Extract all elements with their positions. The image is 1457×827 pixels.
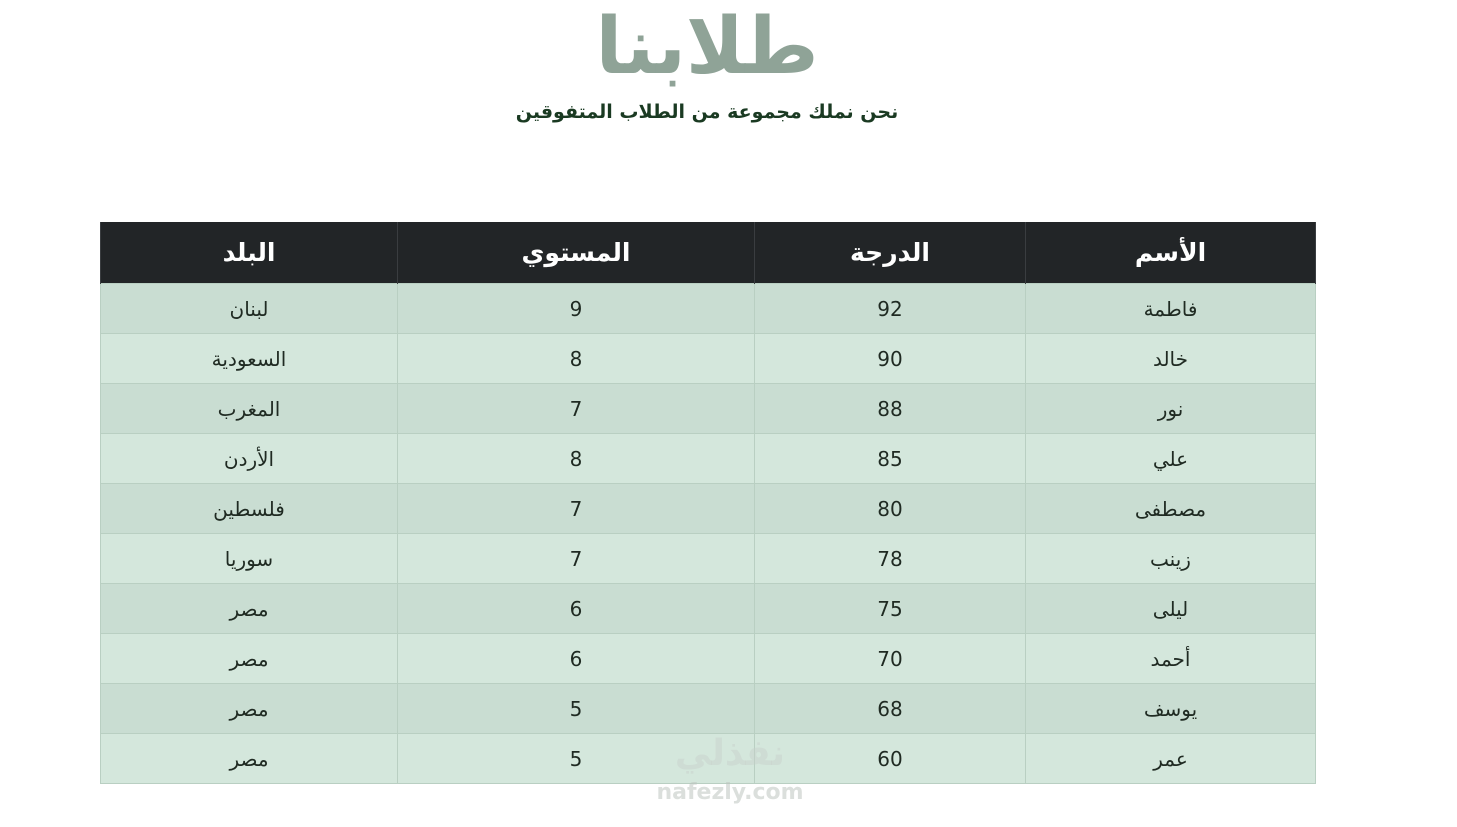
cell-grade: 92 — [755, 284, 1026, 334]
column-header-name: الأسم — [1026, 222, 1316, 284]
cell-country: سوريا — [101, 534, 398, 584]
column-header-grade: الدرجة — [755, 222, 1026, 284]
cell-level: 8 — [398, 434, 755, 484]
cell-country: فلسطين — [101, 484, 398, 534]
cell-country: المغرب — [101, 384, 398, 434]
cell-country: مصر — [101, 734, 398, 784]
cell-grade: 68 — [755, 684, 1026, 734]
cell-name: علي — [1026, 434, 1316, 484]
cell-grade: 60 — [755, 734, 1026, 784]
cell-level: 9 — [398, 284, 755, 334]
table-header-row — [101, 222, 1316, 284]
cell-country: مصر — [101, 584, 398, 634]
table-row — [101, 384, 1316, 434]
table-row — [101, 434, 1316, 484]
cell-name: خالد — [1026, 334, 1316, 384]
cell-country: الأردن — [101, 434, 398, 484]
cell-grade: 88 — [755, 384, 1026, 434]
cell-name: ليلى — [1026, 584, 1316, 634]
page-subtitle: نحن نملك مجموعة من الطلاب المتفوقين — [515, 101, 899, 123]
table-row — [101, 584, 1316, 634]
cell-level: 6 — [398, 584, 755, 634]
table-row — [101, 334, 1316, 384]
cell-country: مصر — [101, 684, 398, 734]
cell-name: أحمد — [1026, 634, 1316, 684]
cell-grade: 85 — [755, 434, 1026, 484]
cell-grade: 90 — [755, 334, 1026, 384]
cell-country: مصر — [101, 634, 398, 684]
cell-country: لبنان — [101, 284, 398, 334]
column-header-country: البلد — [101, 222, 398, 284]
cell-name: زينب — [1026, 534, 1316, 584]
table-row — [101, 734, 1316, 784]
page-title: طلابنا — [595, 2, 819, 92]
cell-level: 8 — [398, 334, 755, 384]
cell-grade: 80 — [755, 484, 1026, 534]
table-row — [101, 284, 1316, 334]
students-table — [100, 222, 1316, 784]
cell-country: السعودية — [101, 334, 398, 384]
cell-name: عمر — [1026, 734, 1316, 784]
cell-level: 7 — [398, 534, 755, 584]
cell-level: 7 — [398, 484, 755, 534]
cell-name: نور — [1026, 384, 1316, 434]
table-row — [101, 684, 1316, 734]
table-row — [101, 534, 1316, 584]
cell-grade: 70 — [755, 634, 1026, 684]
cell-level: 6 — [398, 634, 755, 684]
cell-grade: 78 — [755, 534, 1026, 584]
cell-name: يوسف — [1026, 684, 1316, 734]
column-header-level: المستوي — [398, 222, 755, 284]
watermark-url: nafezly.com — [656, 780, 804, 805]
watermark-logo: نفذلي — [674, 733, 786, 774]
table-row — [101, 484, 1316, 534]
cell-level: 5 — [398, 684, 755, 734]
cell-level: 7 — [398, 384, 755, 434]
cell-name: مصطفى — [1026, 484, 1316, 534]
cell-grade: 75 — [755, 584, 1026, 634]
cell-level: 5 — [398, 734, 755, 784]
cell-name: فاطمة — [1026, 284, 1316, 334]
table-row — [101, 634, 1316, 684]
